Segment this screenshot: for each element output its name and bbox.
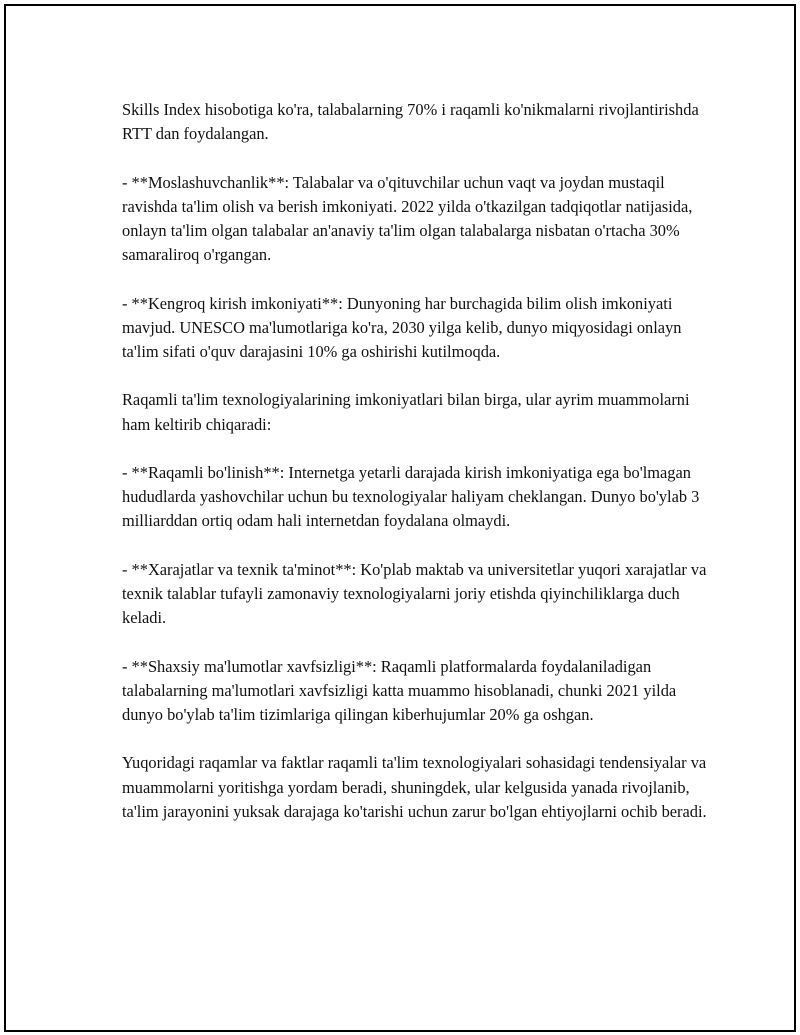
- paragraph-digital-divide: - **Raqamli bo'linish**: Internetga yetarli darajada kirish imkoniyatiga ega bo'lmagan hududlarda yashovchilar uchun bu texnologiyalar haliyam cheklangan. Dunyo bo'ylab 3 milliarddan ortiq odam hali internetdan foydalana olmaydi.: [122, 462, 700, 531]
- paragraph-intro: Skills Index hisobotiga ko'ra, talabalarning 70% i raqamli ko'nikmalarni rivojlantirishda RTT dan foydalangan.: [122, 100, 699, 144]
- paragraph-conclusion: Yuqoridagi raqamlar va faktlar raqamli ta'lim texnologiyalari sohasidagi tendensiyalar va muammolarni yoritishga yordam beradi, shuningdek, ular kelgusida yanada rivojlanib, ta'lim jarayonini yuksak darajaga ko'tarishi uchun zarur bo'lgan ehtiyojlarni ochib beradi.: [122, 753, 707, 821]
- paragraph-flexibility: - **Moslashuvchanlik**: Talabalar va o'qituvchilar uchun vaqt va joydan mustaqil ravishda ta'lim olish va berish imkoniyati. 2022 yilda o'tkazilgan tadqiqotlar natijasida, onlayn ta'lim olgan talabalar an'anaviy ta'lim olgan talabalarga nisbatan o'rtacha 30% samaraliroq o'rgangan.: [122, 172, 693, 265]
- paragraph-costs: - **Xarajatlar va texnik ta'minot**: Ko'plab maktab va universitetlar yuqori xarajatlar va texnik talablar tufayli zamonaviy texnologiyalarni joriy etishda qiyinchiliklarga duch keladi.: [122, 559, 707, 628]
- paragraph-data-security: - **Shaxsiy ma'lumotlar xavfsizligi**: Raqamli platformalarda foydalaniladigan talabalarning ma'lumotlari xavfsizligi katta muammo hisoblanadi, chunki 2021 yilda dunyo bo'ylab ta'lim tizimlariga qilingan kiberhujumlar 20% ga oshgan.: [122, 656, 677, 724]
- document-body: [122, 98, 712, 824]
- paragraph-challenges-intro: Raqamli ta'lim texnologiyalarining imkoniyatlari bilan birga, ular ayrim muammolarni ham keltirib chiqaradi:: [122, 390, 690, 434]
- page-frame: [4, 4, 796, 1032]
- paragraph-wider-access: - **Kengroq kirish imkoniyati**: Dunyoning har burchagida bilim olish imkoniyati mavjud. UNESCO ma'lumotlariga ko'ra, 2030 yilga kelib, dunyo miqyosidagi onlayn ta'lim sifati o'quv darajasini 10% ga oshirishi kutilmoqda.: [122, 293, 682, 361]
